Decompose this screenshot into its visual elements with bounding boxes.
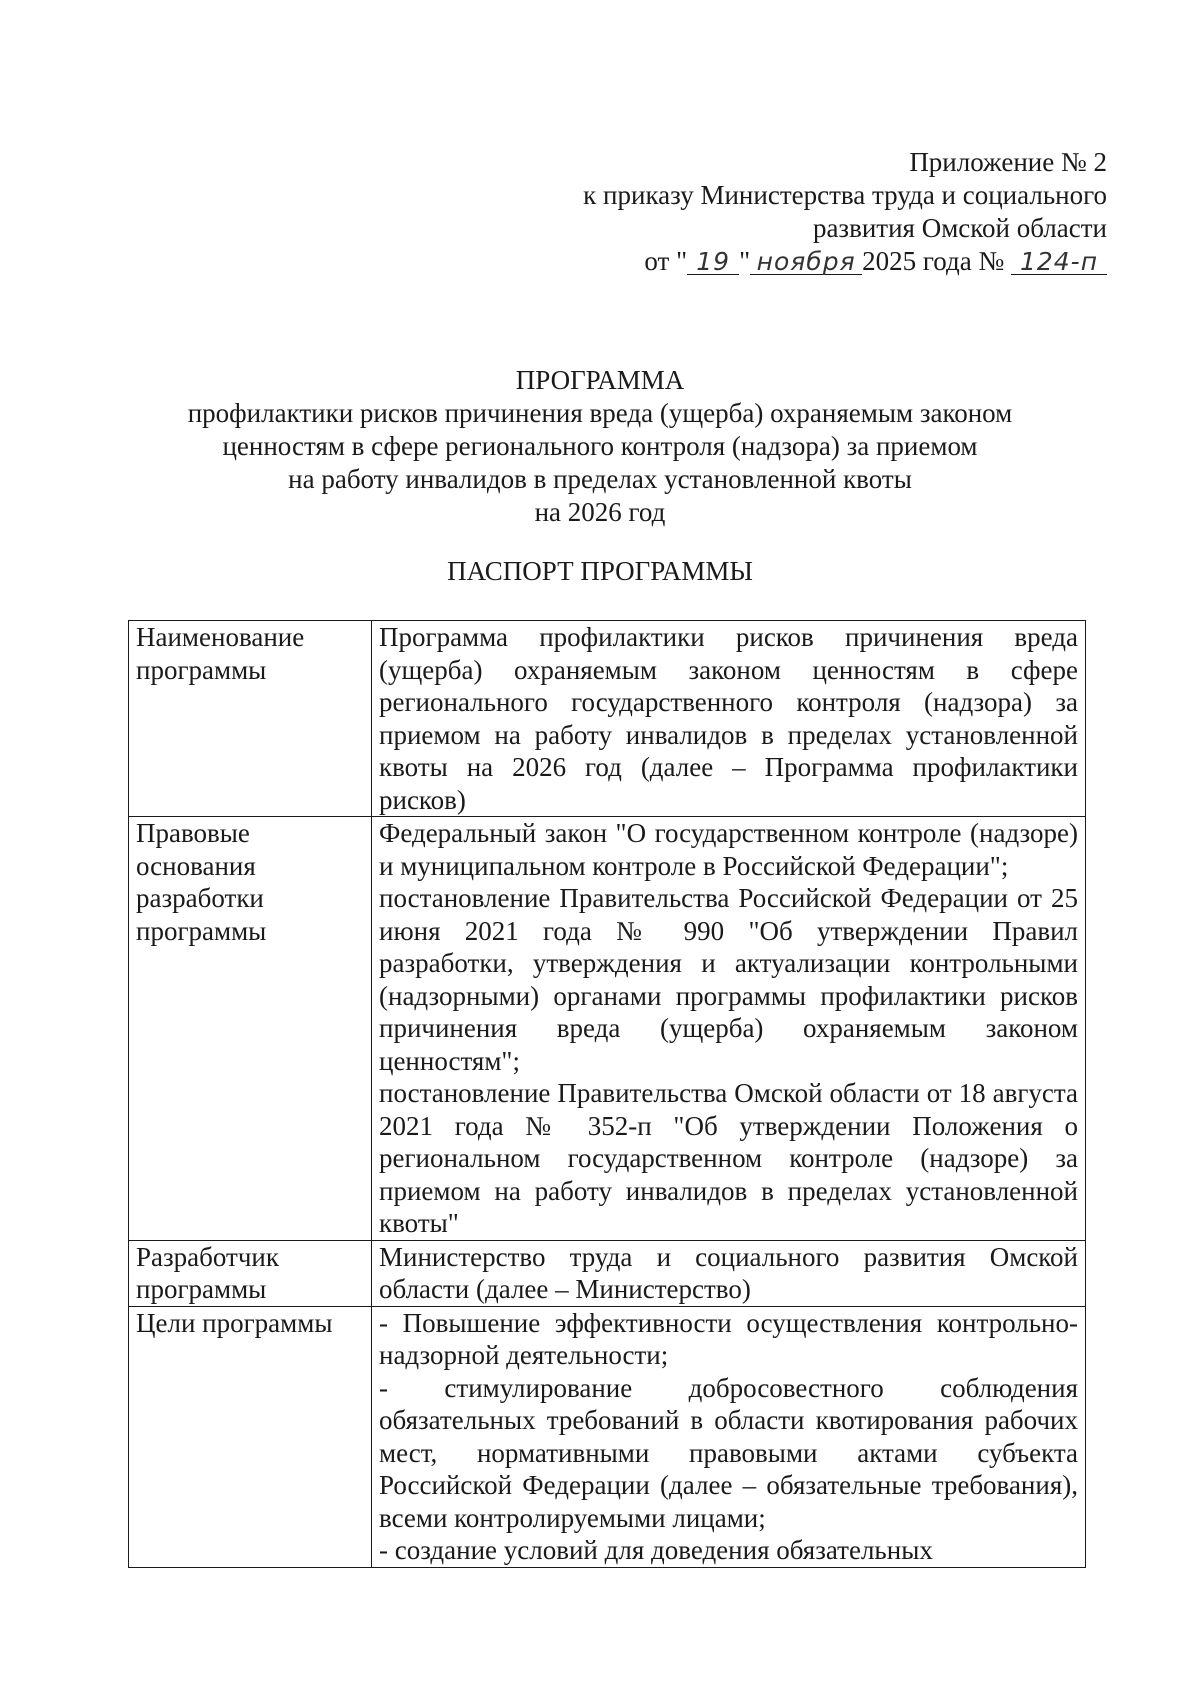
appendix-order-ref: к приказу Министерства труда и социального [583, 180, 1107, 210]
date-prefix: от " [644, 246, 688, 276]
row-label: Разработчик программы [129, 1240, 372, 1306]
document-title [0, 364, 1200, 529]
row-label: Наименование программы [129, 621, 372, 817]
row-content [372, 1306, 1086, 1567]
content-paragraph: Федеральный закон "О государственном контроле (надзоре) и муниципальном контроле в Российской Федерации"; [379, 818, 1078, 881]
table-row [129, 621, 1086, 817]
content-paragraph: - создание условий для доведения обязательных [379, 1535, 933, 1565]
content-paragraph: постановление Правительства Российской Федерации от 25 июня 2021 года № 990 "Об утверждении Правил разработки, утверждения и актуализации контрольными (надзорными) органами программы профилактики рисков причинения вреда (ущерба) охраняемым законом ценностям"; [379, 883, 1078, 1076]
date-separator: " [739, 246, 751, 276]
handwritten-order-number: 124-п [1011, 250, 1107, 275]
content-paragraph: - стимулирование добросовестного соблюдения обязательных требований в области квотирования рабочих мест, нормативными правовыми актами субъекта Российской Федерации (далее – обязательные требования), всеми контролируемыми лицами; [379, 1372, 1078, 1533]
handwritten-month: ноября [750, 250, 862, 275]
appendix-header [583, 146, 1107, 278]
row-content [372, 1240, 1086, 1306]
title-line-2: профилактики рисков причинения вреда (ущерба) охраняемым законом [187, 398, 1013, 428]
content-paragraph: Министерство труда и социального развития Омской области (далее – Министерство) [379, 1241, 1078, 1304]
handwritten-day: 19 [687, 250, 739, 275]
appendix-number: Приложение № 2 [909, 147, 1107, 177]
title-program: ПРОГРАММА [515, 365, 685, 395]
table-row [129, 1240, 1086, 1306]
content-paragraph: Программа профилактики рисков причинения вреда (ущерба) охраняемым законом ценностям в сфере регионального государственного контроля (надзора) за приемом на работу инвалидов в пределах установленной квоты на 2026 год (далее – Программа профилактики рисков) [379, 622, 1078, 815]
row-content [372, 817, 1086, 1241]
table-row [129, 817, 1086, 1241]
appendix-date-line [583, 245, 1107, 278]
row-label: Правовые основания разработки программы [129, 817, 372, 1241]
content-paragraph: постановление Правительства Омской области от 18 августа 2021 года № 352-п "Об утверждении Положения о региональном государственном контроле (надзоре) за приемом на работу инвалидов в пределах установленной квоты" [379, 1078, 1078, 1238]
table-row [129, 1306, 1086, 1567]
title-line-3: ценностям в сфере регионального контроля (надзора) за приемом [222, 431, 978, 461]
date-year: 2025 года № [862, 246, 1005, 276]
content-paragraph: - Повышение эффективности осуществления контрольно-надзорной деятельности; [379, 1307, 1078, 1370]
row-label: Цели программы [129, 1306, 372, 1567]
passport-heading: ПАСПОРТ ПРОГРАММЫ [447, 556, 753, 586]
row-content [372, 621, 1086, 817]
title-year: на 2026 год [534, 497, 666, 527]
title-line-4: на работу инвалидов в пределах установленной квоты [288, 464, 912, 494]
passport-table [128, 620, 1086, 1568]
appendix-ministry: развития Омской области [812, 213, 1107, 243]
